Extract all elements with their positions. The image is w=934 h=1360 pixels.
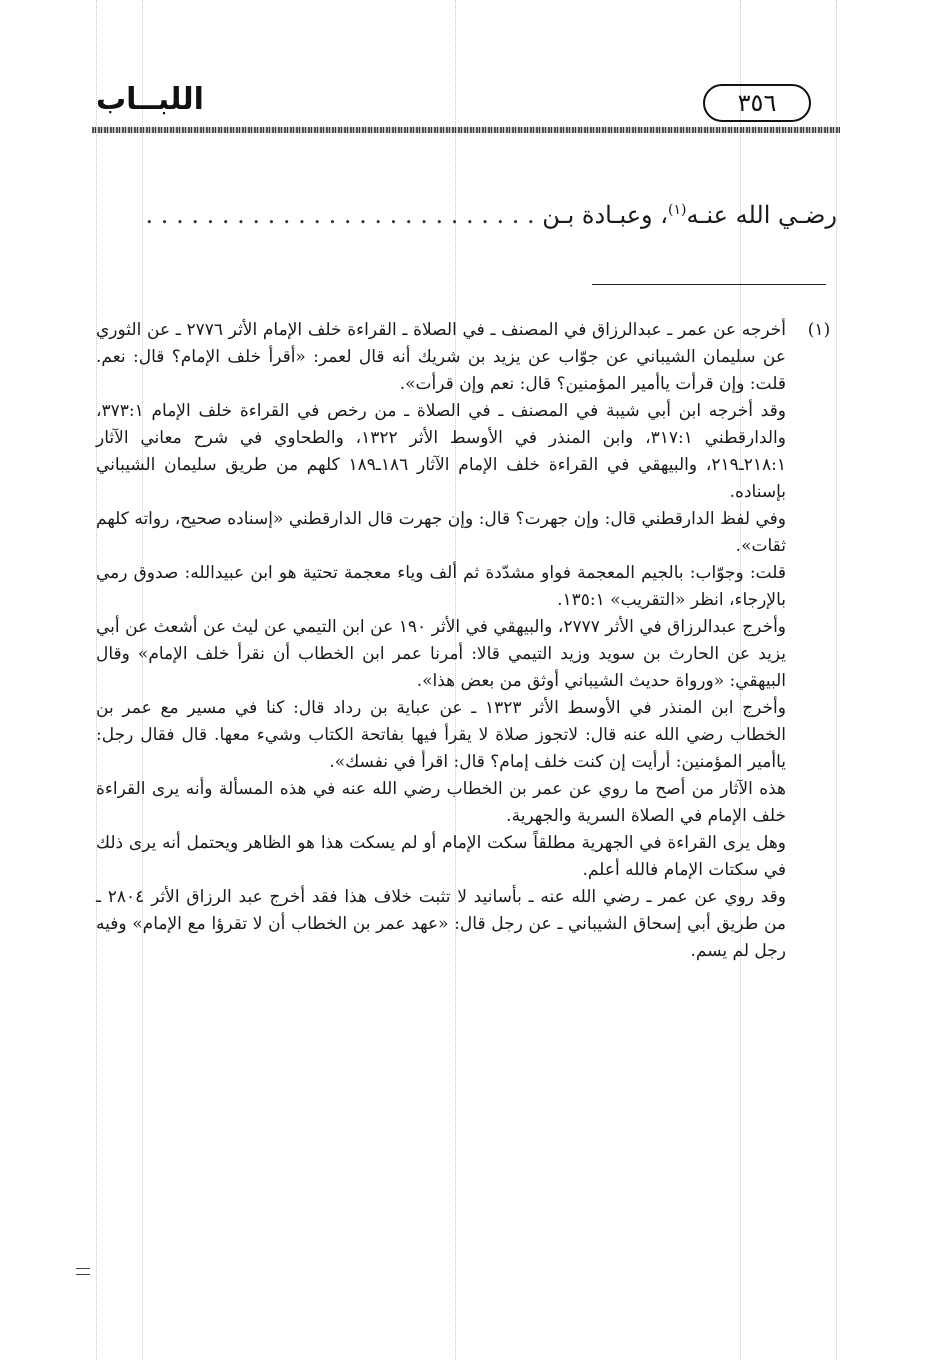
footnote-separator: [592, 284, 826, 285]
footnote-paragraph: وقد أخرجه ابن أبي شيبة في المصنف ـ في الصلاة ـ من رخص في القراءة خلف الإمام ٣٧٣:١، والدارقطني ٣١٧:١، وابن المنذر في الأوسط الأثر ١٣٢٢، والطحاوي في شرح معاني الآثار ٢١٨:١ـ٢١٩، والبيهقي في القراءة خلف الإمام الآثار ١٨٦ـ١٨٩ كلهم من طريق سليمان الشيباني بإسناده.: [96, 401, 786, 502]
footnote-paragraph: وهل يرى القراءة في الجهرية مطلقاً سكت الإمام أو لم يسكت هذا هو الظاهر ويحتمل أنه يرى ذلك في سكتات الإمام فالله أعلم.: [96, 833, 786, 880]
book-title: اللبــاب: [96, 82, 204, 117]
footnote-paragraph: وأخرج عبدالرزاق في الأثر ٢٧٧٧، والبيهقي في الأثر ١٩٠ عن ابن التيمي عن ليث عن أشعث عن أبي يزيد عن الحارث بن سويد وزيد التيمي قالا: أمرنا عمر ابن الخطاب أن نقرأ خلف الإمام» وقال البيهقي: «ورواة حديث الشيباني أوثق من بعض هذا».: [96, 617, 787, 691]
footnote-marker: (١): [807, 320, 831, 340]
main-text-line: [92, 190, 837, 235]
footnote-body: [96, 317, 786, 965]
footnote-reference: (١): [668, 202, 687, 218]
margin-mark: [76, 1268, 90, 1275]
footnote-paragraph: أخرجه عن عمر ـ عبدالرزاق في المصنف ـ في الصلاة ـ القراءة خلف الإمام الأثر ٢٧٧٦ ـ عن الثوري عن سليمان الشيباني عن جوّاب عن يزيد بن شريك أنه قال لعمر: «أقرأ خلف الإمام؟ قال: نعم. قلت: وإن قرأت ياأمير المؤمنين؟ قال: نعم وإن قرأت».: [96, 320, 787, 394]
main-text-start: رضـي الله عنـه: [686, 201, 837, 229]
header-rule: [92, 127, 840, 133]
footnote-paragraph: قلت: وجوّاب: بالجيم المعجمة فواو مشدّدة ثم ألف وياء معجمة تحتية هو ابن عبيدالله: صدوق رمي بالإرجاء، انظر «التقريب» ١٣٥:١.: [96, 563, 786, 610]
ellipsis-dots: . . . . . . . . . . . . . . . . . . . . . . . . . .: [145, 201, 535, 229]
page-number: ٣٥٦: [703, 84, 811, 122]
footnote-paragraph: وفي لفظ الدارقطني قال: وإن جهرت؟ قال: وإن جهرت قال الدارقطني «إسناده صحيح، رواته كلهم ثقات».: [96, 509, 786, 556]
footnote-paragraph: هذه الآثار من أصح ما روي عن عمر بن الخطاب رضي الله عنه في هذه المسألة وأنه يرى القراءة خلف الإمام في الصلاة السرية والجهرية.: [96, 779, 786, 826]
footnote-paragraph: وقد روي عن عمر ـ رضي الله عنه ـ بأسانيد لا تثبت خلاف هذا فقد أخرج عبد الرزاق الأثر ٢٨٠٤ ـ من طريق أبي إسحاق الشيباني ـ عن رجل قال: «عهد عمر بن الخطاب أن لا تقرؤا مع الإمام» وفيه رجل لم يسم.: [96, 887, 786, 961]
footnote-paragraph: وأخرج ابن المنذر في الأوسط الأثر ١٣٢٣ ـ عن عباية بن رداد قال: كنا في مسير مع عمر بن الخطاب رضي الله عنه قال: لاتجوز صلاة لا يقرأ فيها بفاتحة الكتاب وشيء معها. قال فقال رجل: ياأمير المؤمنين: أرأيت إن كنت خلف إمام؟ قال: اقرأ في نفسك».: [96, 698, 786, 772]
main-text-continuation: ، وعبـادة بـن: [542, 201, 669, 229]
